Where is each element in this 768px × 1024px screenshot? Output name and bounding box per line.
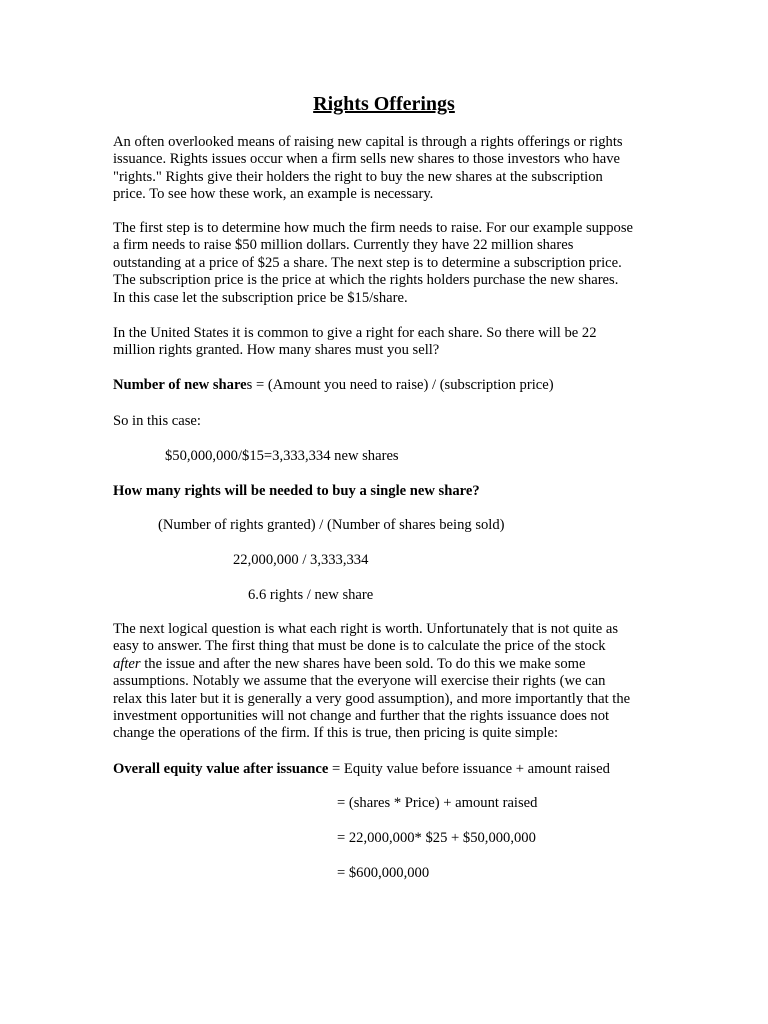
new-shares-formula-line	[113, 376, 554, 394]
rights-per-share-paragraph: In the United States it is common to give a right for each share. So there will be 22 million rights granted. How many shares must you sell?	[113, 325, 597, 359]
equity-step-result: = $600,000,000	[337, 865, 430, 881]
equity-formula-line	[113, 760, 610, 778]
equity-label: Overall equity value after issuance	[113, 761, 329, 777]
so-in-this-case-text: So in this case:	[113, 413, 201, 429]
intro-paragraph: An often overlooked means of raising new capital is through a rights offerings or rights issuance. Rights issues occur when a firm sells new shares to those investors who have "rights." Rights give their holders the right to buy the new shares at the subscription price. To see how these work, an example is necessary.	[113, 134, 623, 203]
new-shares-label-suffix: s	[246, 377, 253, 393]
equity-step-values: = 22,000,000* $25 + $50,000,000	[337, 830, 536, 846]
right-value-paragraph	[113, 621, 633, 743]
rights-calculation: 22,000,000 / 3,333,334	[233, 552, 369, 568]
equity-step-shares-price: = (shares * Price) + amount raised	[337, 795, 538, 811]
page-title: Rights Offerings	[313, 93, 455, 115]
right-value-text-start: The next logical question is what each right is worth. Unfortunately that is not quite as easy to answer. The first thing that must be done is to calculate the price of the stock	[113, 621, 618, 655]
new-shares-label: Number of new share	[113, 377, 247, 393]
right-value-emphasis: after	[113, 655, 141, 672]
new-shares-calculation: $50,000,000/$15=3,333,334 new shares	[165, 448, 399, 464]
right-value-text-end: the issue and after the new shares have been sold. To do this we make some assumptions. Notably we assume that the everyone will exercise their rights (we can relax this later but it is generally a very good assumption), and more importantly that the investment opportunities will not change and further that the rights issuance does not change the operations of the firm. If this is true, then pricing is quite simple:	[113, 655, 631, 742]
new-shares-formula: = (Amount you need to raise) / (subscription price)	[252, 377, 554, 393]
rights-question-heading: How many rights will be needed to buy a single new share?	[113, 483, 480, 499]
equity-formula: = Equity value before issuance + amount raised	[328, 761, 610, 777]
rights-result: 6.6 rights / new share	[248, 587, 374, 603]
example-paragraph: The first step is to determine how much the firm needs to raise. For our example suppose a firm needs to raise $50 million dollars. Currently they have 22 million shares outstanding at a price of $25 a share. The next step is to determine a subscription price. The subscription price is the price at which the rights holders purchase the new shares. In this case let the subscription price be $15/share.	[113, 220, 633, 306]
rights-formula: (Number of rights granted) / (Number of shares being sold)	[158, 517, 505, 533]
